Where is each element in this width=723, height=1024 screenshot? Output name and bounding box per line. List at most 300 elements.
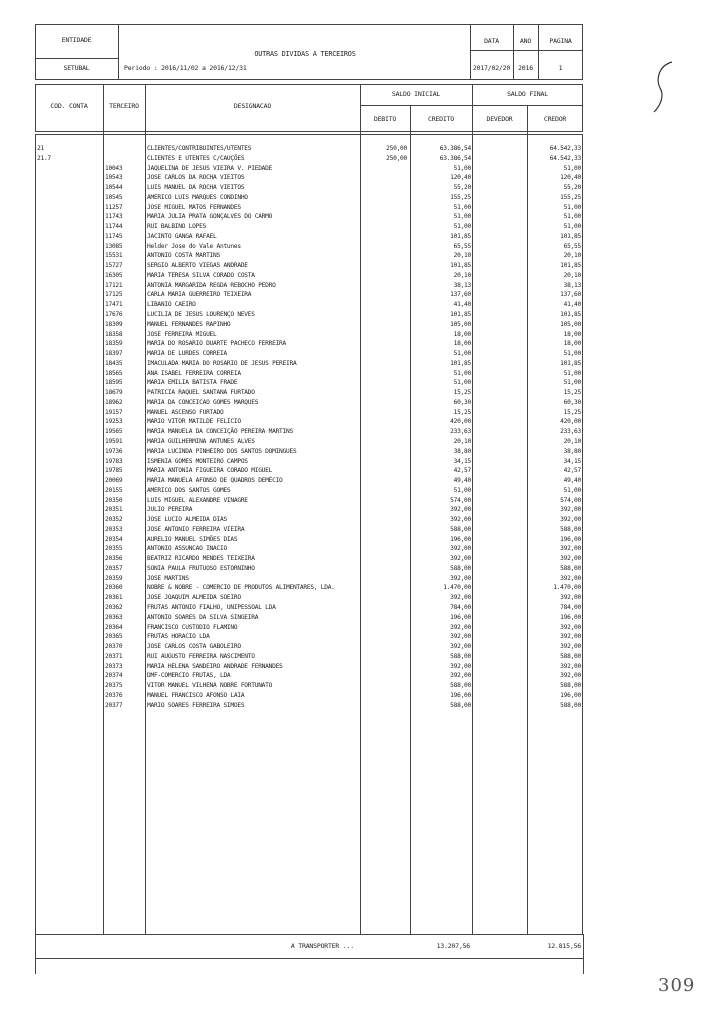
cell-terceiro: 10545 [105, 193, 123, 201]
cell-credito: 15,25 [453, 408, 471, 416]
cell-terceiro: 20364 [105, 623, 123, 631]
cell-designacao: CLIENTES/CONTRIBUINTES/UTENTES [147, 145, 252, 152]
table-row [35, 574, 583, 584]
cell-credito: 105,00 [450, 320, 471, 328]
table-row [35, 320, 583, 330]
table-row [35, 173, 583, 183]
cell-credito: 20,10 [453, 437, 471, 445]
cell-credor: 41,40 [563, 301, 581, 309]
table-row [35, 583, 583, 593]
cell-credito: 588,00 [450, 682, 471, 690]
cell-credor: 15,25 [563, 408, 581, 416]
cell-terceiro: 18962 [105, 398, 123, 406]
cell-credor: 105,00 [560, 320, 581, 328]
cell-credito: 392,00 [450, 594, 471, 602]
cell-credito: 588,00 [450, 701, 471, 709]
cell-debito: 250,00 [386, 154, 407, 162]
cell-designacao: MARIA MANUELA DA CONCEIÇÃO PEREIRA MARTINS [147, 428, 293, 436]
cell-credito: 392,00 [450, 516, 471, 524]
cell-designacao: ANTONIA MARGARIDA REGDA REBOCHO PEDRO [147, 281, 276, 289]
table-row [35, 251, 583, 261]
cell-credor: 392,00 [560, 594, 581, 602]
cell-terceiro: 20377 [105, 701, 123, 709]
col-saldo-final: SALDO FINAL [507, 90, 548, 98]
cell-credito: 588,00 [450, 652, 471, 660]
cell-terceiro: 20376 [105, 691, 123, 699]
cell-designacao: MARIA MANUELA AFONSO DE QUADROS DEMÉCIO [147, 477, 283, 485]
col-designacao: DESIGNACAO [233, 102, 272, 110]
cell-terceiro: 18595 [105, 379, 123, 387]
cell-designacao: ISMENIA GOMES MONTEIRO CAMPOS [147, 457, 248, 465]
cell-credor: 51,00 [563, 350, 581, 358]
cell-designacao: Helder Jose do Vale Antunes [147, 242, 241, 250]
cell-credor: 196,00 [560, 691, 581, 699]
cell-terceiro: 18358 [105, 330, 123, 338]
cell-terceiro: 18397 [105, 350, 123, 358]
cell-credor: 392,00 [560, 574, 581, 582]
cell-terceiro: 11744 [105, 223, 123, 231]
cell-credito: 51,00 [453, 223, 471, 231]
cell-terceiro: 20365 [105, 633, 123, 641]
cell-credor: 18,00 [563, 340, 581, 348]
cell-credor: 784,00 [560, 603, 581, 611]
table-row [35, 398, 583, 408]
cell-designacao: NOBRE & NOBRE - COMERCIO DE PRODUTOS ALIMENTARES, LDA. [147, 584, 335, 592]
cell-credito: 101,85 [450, 359, 471, 367]
cell-credito: 63.386,54 [439, 154, 471, 162]
table-row [35, 330, 583, 340]
cell-credito: 196,00 [450, 613, 471, 621]
cell-credito: 155,25 [450, 193, 471, 201]
cell-credor: 38,80 [563, 447, 581, 455]
cell-terceiro: 17121 [105, 281, 123, 289]
cell-designacao: JOSE JOAQUIM ALMEIDA SOEIRO [147, 594, 241, 602]
table-row [35, 408, 583, 418]
cell-terceiro: 20355 [105, 545, 123, 553]
table-row [35, 242, 583, 252]
cell-credor: 588,00 [560, 564, 581, 572]
cell-designacao: CLIENTES E UTENTES C/CAUÇÕES [147, 154, 245, 162]
table-row [35, 222, 583, 232]
table-row [35, 642, 583, 652]
cell-credito: 34,15 [453, 457, 471, 465]
cell-designacao: JOSE FERREIRA MIGUEL [147, 330, 217, 338]
table-row [35, 476, 583, 486]
table-row [35, 701, 583, 711]
table-row [35, 271, 583, 281]
table-row [35, 232, 583, 242]
cell-credito: 574,00 [450, 496, 471, 504]
cell-credor: 574,00 [560, 496, 581, 504]
cell-terceiro: 17125 [105, 291, 123, 299]
cell-credito: 101,85 [450, 262, 471, 270]
cell-credor: 101,85 [560, 262, 581, 270]
col-terceiro: TERCEIRO [109, 102, 139, 110]
table-row [35, 290, 583, 300]
cell-credor: 51,00 [563, 213, 581, 221]
cell-terceiro: 20354 [105, 535, 123, 543]
cell-credito: 51,00 [453, 369, 471, 377]
cell-designacao: BEATRIZ RICARDO MENDES TEIXEIRA [147, 555, 255, 563]
cell-terceiro: 18679 [105, 389, 123, 397]
cell-credor: 392,00 [560, 516, 581, 524]
cell-credor: 101,85 [560, 359, 581, 367]
cell-credito: 51,00 [453, 379, 471, 387]
cell-designacao: MARIO SOARES FERREIRA SIMOES [147, 701, 245, 709]
cell-credito: 42,57 [453, 467, 471, 475]
cell-credor: 588,00 [560, 701, 581, 709]
pagina-value: 1 [558, 64, 563, 72]
cell-credito: 20,10 [453, 271, 471, 279]
cell-designacao: JACINTO GANGA RAFAEL [147, 232, 217, 240]
cell-credor: 392,00 [560, 623, 581, 631]
cell-credor: 588,00 [560, 652, 581, 660]
cell-credito: 392,00 [450, 574, 471, 582]
table-row [35, 466, 583, 476]
entidade-label: ENTIDADE [61, 36, 92, 44]
cell-terceiro: 20351 [105, 506, 123, 514]
cell-terceiro: 20356 [105, 555, 123, 563]
footer-credito: 13.207,56 [436, 942, 470, 950]
cell-terceiro: 20373 [105, 662, 123, 670]
cell-credito: 63.386,54 [439, 145, 471, 152]
cell-designacao: AURELIO MANUEL SIMÕES DIAS [147, 535, 238, 543]
cell-terceiro: 19591 [105, 437, 123, 445]
cell-terceiro: 19736 [105, 447, 123, 455]
cell-terceiro: 20360 [105, 584, 123, 592]
table-row [35, 564, 583, 574]
cell-terceiro: 20069 [105, 477, 123, 485]
cell-credito: 392,00 [450, 643, 471, 651]
cell-credito: 101,85 [450, 232, 471, 240]
cell-credito: 588,00 [450, 525, 471, 533]
table-row [35, 554, 583, 564]
cell-credor: 49,40 [563, 477, 581, 485]
cell-terceiro: 19565 [105, 428, 123, 436]
table-row [35, 281, 583, 291]
cell-credito: 18,00 [453, 330, 471, 338]
report-period: Periodo : 2016/11/02 a 2016/12/31 [124, 64, 247, 72]
cell-terceiro: 13085 [105, 242, 123, 250]
cell-terceiro: 17471 [105, 301, 123, 309]
cell-credito: 51,00 [453, 350, 471, 358]
divider [35, 58, 118, 59]
cell-credor: 20,10 [563, 437, 581, 445]
cell-credor: 20,10 [563, 252, 581, 260]
cell-credor: 137,60 [560, 291, 581, 299]
cell-designacao: LUIS MANUEL DA ROCHA VIEITOS [147, 184, 245, 192]
cell-credor: 55,20 [563, 184, 581, 192]
cell-designacao: MARIA TERESA SILVA CORADO COSTA [147, 271, 255, 279]
table-row [35, 623, 583, 633]
table-row [35, 505, 583, 515]
cell-credito: 49,40 [453, 477, 471, 485]
cell-terceiro: 11745 [105, 232, 123, 240]
cell-credito: 196,00 [450, 535, 471, 543]
entidade-value: SETUBAL [63, 64, 90, 72]
ano-label: ANO [519, 37, 532, 45]
col-saldo-inicial: SALDO INICIAL [391, 90, 441, 98]
cell-designacao: MANUEL ASCENSO FURTADO [147, 408, 224, 416]
cell-terceiro: 20370 [105, 643, 123, 651]
table-row [35, 437, 583, 447]
cell-credito: 101,85 [450, 311, 471, 319]
cell-credito: 392,00 [450, 506, 471, 514]
table-row [35, 603, 583, 613]
cell-terceiro: 20362 [105, 603, 123, 611]
page-number: 309 [658, 975, 696, 996]
table-row [35, 691, 583, 701]
cell-credor: 20,10 [563, 271, 581, 279]
cell-designacao: FRUTAS ANTONIO FIALHO, UNIPESSOAL LDA [147, 603, 276, 611]
cell-credor: 588,00 [560, 525, 581, 533]
cell-designacao: LUIS MIGUEL ALEXANDRE VINAGRE [147, 496, 248, 504]
cell-credor: 196,00 [560, 613, 581, 621]
cell-credito: 588,00 [450, 564, 471, 572]
cell-designacao: MARIA GUILHERMINA ANTUNES ALVES [147, 437, 255, 445]
table-row [35, 496, 583, 506]
table-row [35, 593, 583, 603]
cell-designacao: JOSE MIGUEL MATOS FERNANDES [147, 203, 241, 211]
cell-designacao: MARIA EMILIA BATISTA FRADE [147, 379, 238, 387]
cell-designacao: JULIO PEREIRA [147, 506, 193, 514]
cell-credor: 65,55 [563, 242, 581, 250]
cell-credito: 51,00 [453, 213, 471, 221]
cell-designacao: VITOR MANUEL VILHENA NOBRE FORTUNATO [147, 682, 273, 690]
cell-debito: 250,00 [386, 145, 407, 152]
cell-designacao: MARIO VITOR MATILDE FELICIO [147, 418, 241, 426]
cell-credito: 60,30 [453, 398, 471, 406]
cell-credor: 64.542,33 [549, 154, 581, 162]
table-row [35, 212, 583, 222]
cell-designacao: ANTONIO SOARES DA SILVA SINGEIRA [147, 613, 259, 621]
cell-credito: 20,10 [453, 252, 471, 260]
table-row [35, 193, 583, 203]
table-row [35, 535, 583, 545]
cell-credor: 64.542,33 [549, 145, 581, 152]
cell-terceiro: 20350 [105, 496, 123, 504]
cell-designacao: SONIA PAULA FRUTUOSO ESTORNINHO [147, 564, 255, 572]
cell-terceiro: 18435 [105, 359, 123, 367]
cell-designacao: JOSE CARLOS DA ROCHA VIEITOS [147, 174, 245, 182]
cell-designacao: CARLA MARIA GUERREIRO TEIXEIRA [147, 291, 252, 299]
cell-terceiro: 20357 [105, 564, 123, 572]
cell-terceiro: 18565 [105, 369, 123, 377]
cell-credor: 101,85 [560, 232, 581, 240]
cell-credor: 588,00 [560, 682, 581, 690]
cell-credito: 51,00 [453, 203, 471, 211]
cell-terceiro: 20352 [105, 516, 123, 524]
table-row [35, 300, 583, 310]
report-title: OUTRAS DIVIDAS A TERCEIROS [254, 50, 356, 58]
cell-designacao: ANTONIO COSTA MARTINS [147, 252, 220, 260]
divider [583, 934, 584, 974]
cell-designacao: DMF-COMERCIO FRUTAS, LDA [147, 672, 231, 680]
table-row [35, 349, 583, 359]
cell-credor: 392,00 [560, 545, 581, 553]
cell-terceiro: 20374 [105, 672, 123, 680]
data-label: DATA [484, 37, 499, 45]
divider [35, 958, 583, 959]
cell-designacao: MARIA LUCINDA PINHEIRO DOS SANTOS DOMINGUES [147, 447, 297, 455]
cell-terceiro: 16305 [105, 271, 123, 279]
col-cod-conta: COD. CONTA [50, 102, 88, 110]
table-rows [35, 144, 583, 710]
handwritten-signature-mark [648, 58, 678, 118]
cell-credito: 55,20 [453, 184, 471, 192]
cell-designacao: MARIA ANTONIA FIGUEIRA CORADO MIGUEL [147, 467, 273, 475]
col-devedor: DEVEDOR [486, 115, 513, 123]
cell-designacao: MARIA HELENA SANDEIRO ANDRADE FERNANDES [147, 662, 283, 670]
cell-credor: 196,00 [560, 535, 581, 543]
table-row [35, 662, 583, 672]
divider [35, 934, 36, 974]
cell-terceiro: 10544 [105, 184, 123, 192]
cell-credito: 392,00 [450, 623, 471, 631]
footer-label: A TRANSPORTER ... [290, 942, 354, 950]
cell-credor: 392,00 [560, 643, 581, 651]
cell-designacao: PATRICIA RAQUEL SANTANA FURTADO [147, 389, 255, 397]
table-row [35, 144, 583, 154]
cell-credor: 51,00 [563, 369, 581, 377]
pagina-label: PAGINA [549, 37, 572, 45]
cell-credor: 420,00 [560, 418, 581, 426]
cell-credor: 51,00 [563, 203, 581, 211]
cell-designacao: JOSE CARLOS COSTA GABOLEIRO [147, 643, 241, 651]
table-row [35, 203, 583, 213]
table-row [35, 378, 583, 388]
cell-credito: 392,00 [450, 555, 471, 563]
cell-terceiro: 18359 [105, 340, 123, 348]
ano-value: 2016 [518, 64, 533, 72]
cell-terceiro: 19785 [105, 467, 123, 475]
table-row [35, 183, 583, 193]
col-credor: CREDOR [543, 115, 567, 123]
cell-credito: 1.470,00 [443, 584, 471, 592]
cell-terceiro: 15727 [105, 262, 123, 270]
cell-credor: 155,25 [560, 193, 581, 201]
cell-designacao: MANUEL FRANCISCO AFONSO LAIA [147, 691, 245, 699]
cell-credito: 65,55 [453, 242, 471, 250]
cell-cod-conta: 21 [37, 145, 44, 152]
cell-credito: 392,00 [450, 662, 471, 670]
table-row [35, 613, 583, 623]
cell-credor: 60,30 [563, 398, 581, 406]
cell-terceiro: 10543 [105, 174, 123, 182]
cell-designacao: RUI AUGUSTO FERREIRA NASCIMENTO [147, 652, 255, 660]
cell-terceiro: 10043 [105, 164, 123, 172]
cell-credito: 392,00 [450, 545, 471, 553]
cell-designacao: MARIA DE LURDES CORREIA [147, 350, 227, 358]
cell-credor: 233,63 [560, 428, 581, 436]
cell-designacao: MANUEL FERNANDES RAPINHO [147, 320, 231, 328]
cell-terceiro: 20361 [105, 594, 123, 602]
cell-credor: 392,00 [560, 662, 581, 670]
table-row [35, 652, 583, 662]
cell-credito: 196,00 [450, 691, 471, 699]
cell-credor: 34,15 [563, 457, 581, 465]
cell-terceiro: 18309 [105, 320, 123, 328]
cell-credito: 18,00 [453, 340, 471, 348]
cell-credor: 38,13 [563, 281, 581, 289]
cell-terceiro: 11257 [105, 203, 123, 211]
table-row [35, 632, 583, 642]
cell-credito: 137,60 [450, 291, 471, 299]
cell-credor: 51,00 [563, 379, 581, 387]
cell-terceiro: 20371 [105, 652, 123, 660]
divider [35, 934, 583, 935]
cell-terceiro: 19783 [105, 457, 123, 465]
cell-credor: 18,00 [563, 330, 581, 338]
cell-credito: 15,25 [453, 389, 471, 397]
cell-terceiro: 19253 [105, 418, 123, 426]
cell-designacao: RUI BALBINO LOPES [147, 223, 207, 231]
table-row [35, 339, 583, 349]
cell-designacao: AMERICO DOS SANTOS GOMES [147, 486, 231, 494]
cell-credito: 41,40 [453, 301, 471, 309]
table-row [35, 671, 583, 681]
cell-credor: 101,85 [560, 311, 581, 319]
cell-designacao: MARIA DO ROSARIO DUARTE PACHECO FERREIRA [147, 340, 287, 348]
cell-designacao: JOSE ANTONIO FERREIRA VIEIRA [147, 525, 245, 533]
table-row [35, 457, 583, 467]
cell-designacao: JOSE MARTINS [147, 574, 189, 582]
table-row [35, 261, 583, 271]
cell-credito: 38,13 [453, 281, 471, 289]
cell-credor: 392,00 [560, 633, 581, 641]
table-row [35, 427, 583, 437]
cell-credito: 51,00 [453, 486, 471, 494]
table-row [35, 544, 583, 554]
table-row [35, 154, 583, 164]
cell-designacao: SERGIO ALBERTO VIEGAS ANDRADE [147, 262, 248, 270]
col-debito: DEBITO [373, 115, 397, 123]
cell-credito: 392,00 [450, 633, 471, 641]
cell-credor: 51,00 [563, 164, 581, 172]
cell-terceiro: 20363 [105, 613, 123, 621]
cell-terceiro: 11743 [105, 213, 123, 221]
cell-credor: 1.470,00 [553, 584, 581, 592]
cell-credito: 392,00 [450, 672, 471, 680]
table-row [35, 164, 583, 174]
cell-cod-conta: 21.7 [37, 154, 51, 162]
cell-credito: 784,00 [450, 603, 471, 611]
divider [118, 24, 119, 80]
cell-credor: 392,00 [560, 555, 581, 563]
table-row [35, 447, 583, 457]
cell-terceiro: 15531 [105, 252, 123, 260]
table-row [35, 388, 583, 398]
cell-credor: 392,00 [560, 672, 581, 680]
table-row [35, 417, 583, 427]
cell-credito: 233,63 [450, 428, 471, 436]
divider [470, 50, 583, 51]
cell-designacao: JAQUELINA DE JESUS VIEIRA V. PIEDADE [147, 164, 273, 172]
cell-terceiro: 20353 [105, 525, 123, 533]
cell-credito: 51,00 [453, 164, 471, 172]
cell-designacao: LUCILIA DE JESUS LOURENÇO NEVES [147, 311, 255, 319]
data-value: 2017/02/20 [472, 64, 511, 72]
cell-designacao: ANTONIO ASSUNCAO INACIO [147, 545, 227, 553]
table-row [35, 310, 583, 320]
table-row [35, 515, 583, 525]
cell-terceiro: 17676 [105, 311, 123, 319]
cell-designacao: MARIA DA CONCEICAO GOMES MARQUES [147, 398, 259, 406]
cell-designacao: JOSE LUCIO ALMEIDA DIAS [147, 516, 227, 524]
cell-credor: 392,00 [560, 506, 581, 514]
cell-terceiro: 20375 [105, 682, 123, 690]
table-row [35, 486, 583, 496]
